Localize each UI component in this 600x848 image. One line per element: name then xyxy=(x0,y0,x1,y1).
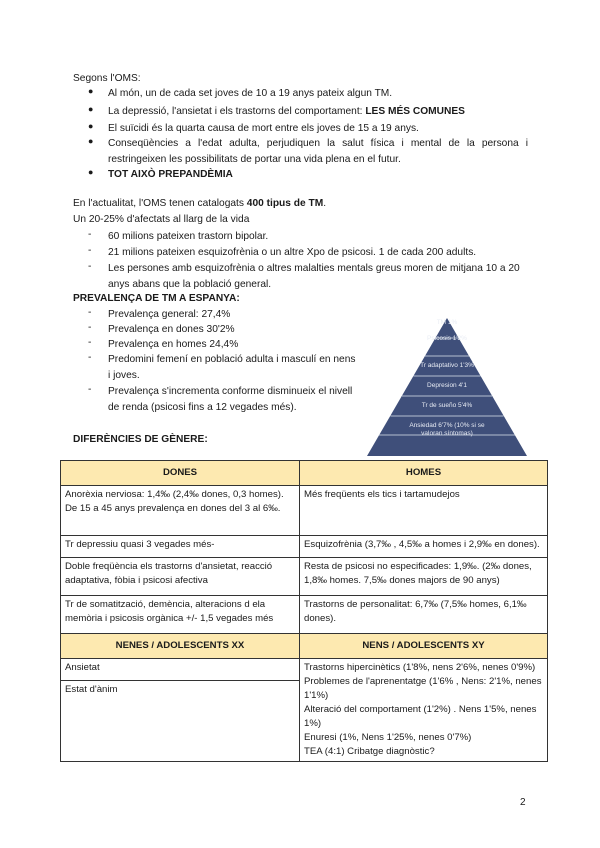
bullet-text: Al món, un de cada set joves de 10 a 19 anys pateix algun TM. xyxy=(108,88,393,99)
table-cell: Trastorns de personalitat: 6,7‰ (7,5‰ homes, 6,1‰ dones). xyxy=(300,596,548,634)
bold-phrase: LES MÉS COMUNES xyxy=(365,106,465,117)
table-cell: Més freqüents els tics i tartamudejos xyxy=(300,486,548,536)
header-dones: DONES xyxy=(61,461,300,486)
list-item xyxy=(88,245,528,261)
table-row xyxy=(61,596,548,634)
list-item xyxy=(88,86,528,102)
bullet-icon: ● xyxy=(88,86,94,96)
list-item xyxy=(88,229,528,245)
dash-text: Les persones amb esquizofrènia o altres malalties mentals greus moren de mitjana 10 a 20 anys abans que la població general. xyxy=(108,263,520,290)
dash-icon: - xyxy=(88,307,92,318)
list-item xyxy=(88,167,528,183)
table-row xyxy=(61,659,548,762)
list-item: Ansietat xyxy=(61,659,299,681)
list-item xyxy=(88,261,528,293)
list-item xyxy=(88,136,528,168)
table-row xyxy=(61,634,548,659)
pyramid-level: Tr adaptativo 1'3% xyxy=(420,362,474,369)
table-cell xyxy=(300,659,548,762)
bullet-icon: ● xyxy=(88,136,94,146)
oms-heading: Segons l'OMS: xyxy=(73,73,141,84)
dash-text: 60 milions pateixen trastorn bipolar. xyxy=(108,231,269,242)
table-row xyxy=(61,558,548,596)
spain-heading: PREVALENÇA DE TM A ESPANYA: xyxy=(73,293,240,304)
bullet-icon: ● xyxy=(88,121,94,131)
table-row xyxy=(61,461,548,486)
pyramid-level: Psicosis 1'2% xyxy=(427,335,467,342)
table-cell: Doble freqüència els trastorns d'ansietat, reacció adaptativa, fòbia i psicosi afectiva xyxy=(61,558,300,596)
list-item xyxy=(88,104,528,120)
pyramid-level: TM 1% xyxy=(436,319,458,326)
dash-text: Prevalença s'incrementa conforme disminueix el nivell de renda (psicosi fins a 12 vegades més). xyxy=(108,386,353,413)
table-row xyxy=(61,536,548,558)
list-item xyxy=(88,352,358,384)
dash-text: Prevalença en homes 24,4% xyxy=(108,339,239,350)
list-item xyxy=(88,384,358,416)
dash-text: Prevalença general: 27,4% xyxy=(108,309,231,320)
table-cell: Anorèxia nerviosa: 1,4‰ (2,4‰ dones, 0,3 homes). De 15 a 45 anys prevalença en dones del 3 al 6‰. xyxy=(61,486,300,536)
bullet-text: La depressió, l'ansietat i els trastorns del comportament: xyxy=(108,106,366,117)
dash-icon: - xyxy=(88,261,92,272)
header-homes: HOMES xyxy=(300,461,548,486)
bullet-icon: ● xyxy=(88,104,94,114)
affected-line: Un 20-25% d'afectats al llarg de la vida xyxy=(73,214,250,225)
table-cell: Resta de psicosi no especificades: 1,9‰. (2‰ dones, 1,8‰ homes. 7,5‰ dones majors de 90 anys) xyxy=(300,558,548,596)
gender-table xyxy=(60,460,548,762)
catalog-line: En l'actualitat, l'OMS tenen catalogats 400 tipus de TM. xyxy=(73,198,327,209)
page-number: 2 xyxy=(520,797,526,808)
list-item: Estat d'ànim xyxy=(65,684,118,695)
bullet-text: Conseqüències a l'edat adulta, perjudiquen la salut física i mental de la persona i restringeixen les possibilitats de portar una vida plena en el futur. xyxy=(108,138,528,165)
dash-text: Prevalença en dones 30'2% xyxy=(108,324,235,335)
list-item xyxy=(88,337,358,353)
bullet-icon: ● xyxy=(88,167,94,177)
pyramid-level: Ansiedad 6'7% (10% si se valoran síntomas) xyxy=(409,422,485,437)
dash-icon: - xyxy=(88,337,92,348)
list-item: Trastorns hipercinètics (1'8%, nens 2'6%, nenes 0'9%) xyxy=(304,662,536,673)
dash-icon: - xyxy=(88,384,92,395)
list-item: Enuresi (1%, Nens 1'25%, nenes 0'7%) xyxy=(304,732,472,743)
header-nens: NENS / ADOLESCENTS XY xyxy=(300,634,548,659)
pyramid-level: Tr de sueño 5'4% xyxy=(421,402,473,409)
list-item: Alteració del comportament (1'2%) . Nens 1'5%, nenes 1%) xyxy=(304,704,537,729)
table-cell: Esquizofrènia (3,7‰ , 4,5‰ a homes i 2,9‰ en dones). xyxy=(300,536,548,558)
list-item: Problemes de l'aprenentatge (1'6% , Nens: 2'1%, nenes 1'1%) xyxy=(304,676,542,701)
list-item: TEA (4:1) Cribatge diagnòstic? xyxy=(304,746,435,757)
dash-text: Predomini femení en població adulta i masculí en nens i joves. xyxy=(108,354,356,381)
dash-icon: - xyxy=(88,352,92,363)
list-item xyxy=(88,121,528,137)
table-cell xyxy=(61,659,300,762)
bullet-text: El suïcidi és la quarta causa de mort entre els joves de 15 a 19 anys. xyxy=(108,123,419,134)
dash-icon: - xyxy=(88,322,92,333)
list-item xyxy=(88,307,358,323)
bullet-text: TOT AIXÒ PREPANDÈMIA xyxy=(108,169,233,180)
table-row xyxy=(61,486,548,536)
prevalence-pyramid xyxy=(367,318,527,456)
dash-icon: - xyxy=(88,229,92,240)
list-item xyxy=(88,322,358,338)
table-cell: Tr depressiu quasi 3 vegades més- xyxy=(61,536,300,558)
header-nenes: NENES / ADOLESCENTS XX xyxy=(61,634,300,659)
gender-heading: DIFERÈNCIES DE GÈNERE: xyxy=(73,434,208,445)
table-cell: Tr de somatització, demència, alteracions d ela memòria i psicosis orgànica +/- 1,5 vegades més xyxy=(61,596,300,634)
pyramid-level: Depresion 4'1 xyxy=(427,382,467,389)
dash-text: 21 milions pateixen esquizofrènia o un altre Xpo de psicosi. 1 de cada 200 adults. xyxy=(108,247,477,258)
dash-icon: - xyxy=(88,245,92,256)
